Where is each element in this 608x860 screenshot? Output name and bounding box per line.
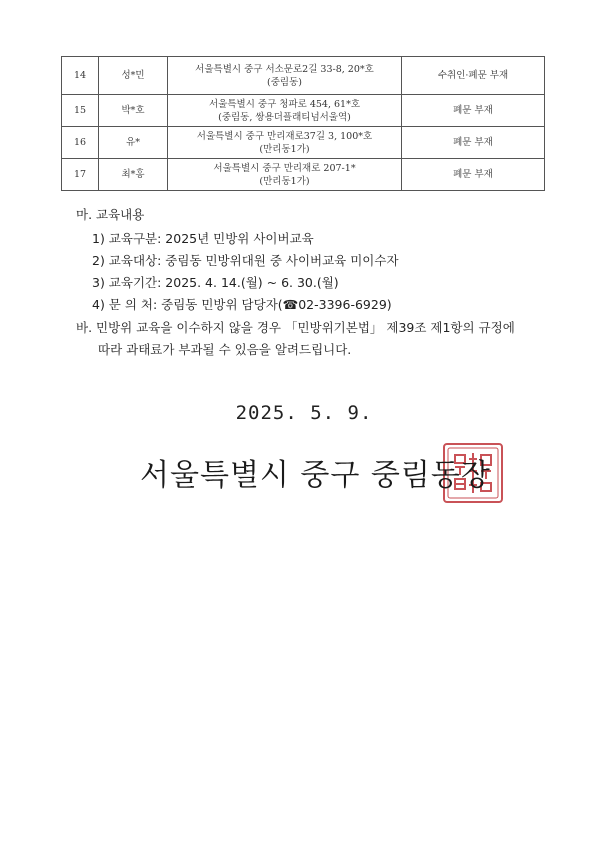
- recipient-name: 최*홍: [99, 159, 168, 191]
- recipient-address: [168, 127, 402, 159]
- recipient-address: [168, 57, 402, 95]
- row-number: 14: [62, 57, 99, 95]
- issuer-signature: 서울특별시 중구 중림동장: [140, 458, 491, 493]
- delivery-failure-reason: 폐문 부재: [402, 159, 545, 191]
- address-line-2: (만리동1가): [259, 143, 310, 155]
- issue-date: 2025. 5. 9.: [235, 402, 373, 424]
- table-row: [62, 127, 545, 159]
- recipient-name: 성*민: [99, 57, 168, 95]
- table-row: [62, 57, 545, 95]
- recipient-address: [168, 95, 402, 127]
- delivery-failure-reason: 폐문 부재: [402, 95, 545, 127]
- table-row: [62, 159, 545, 191]
- address-line-1: 서울특별시 중구 서소문로2길 33-8, 20*호: [195, 63, 374, 75]
- address-line-1: 서울특별시 중구 만리재로 207-1*: [213, 162, 356, 174]
- row-number: 15: [62, 95, 99, 127]
- education-heading: 마. 교육내용: [76, 207, 145, 222]
- recipient-name: 유*: [99, 127, 168, 159]
- row-number: 17: [62, 159, 99, 191]
- address-line-2: (중림동, 쌍용더플래티넘서울역): [218, 111, 351, 123]
- recipient-name: 박*호: [99, 95, 168, 127]
- address-line-1: 서울특별시 중구 만리재로37길 3, 100*호: [196, 130, 373, 142]
- address-line-2: (중림동): [267, 76, 302, 88]
- delivery-failure-reason: 폐문 부재: [402, 127, 545, 159]
- education-item-period: 3) 교육기간: 2025. 4. 14.(월) ~ 6. 30.(월): [92, 275, 339, 290]
- address-line-1: 서울특별시 중구 청파로 454, 61*호: [208, 98, 361, 110]
- recipient-address: [168, 159, 402, 191]
- recipient-table: [61, 56, 545, 191]
- address-line-2: (만리동1가): [259, 175, 310, 187]
- education-item-target: 2) 교육대상: 중림동 민방위대원 중 사이버교육 미이수자: [92, 253, 399, 268]
- education-item-contact: 4) 문 의 처: 중림동 민방위 담당자(☎02-3396-6929): [92, 297, 392, 312]
- delivery-failure-reason: 수취인·폐문 부재: [402, 57, 545, 95]
- table-row: [62, 95, 545, 127]
- education-item-category: 1) 교육구분: 2025년 민방위 사이버교육: [92, 231, 314, 246]
- notice-line-1: 바. 민방위 교육을 이수하지 않을 경우 「민방위기본법」 제39조 제1항의 규정에: [76, 320, 515, 335]
- row-number: 16: [62, 127, 99, 159]
- notice-line-2: 따라 과태료가 부과될 수 있음을 알려드립니다.: [98, 342, 352, 357]
